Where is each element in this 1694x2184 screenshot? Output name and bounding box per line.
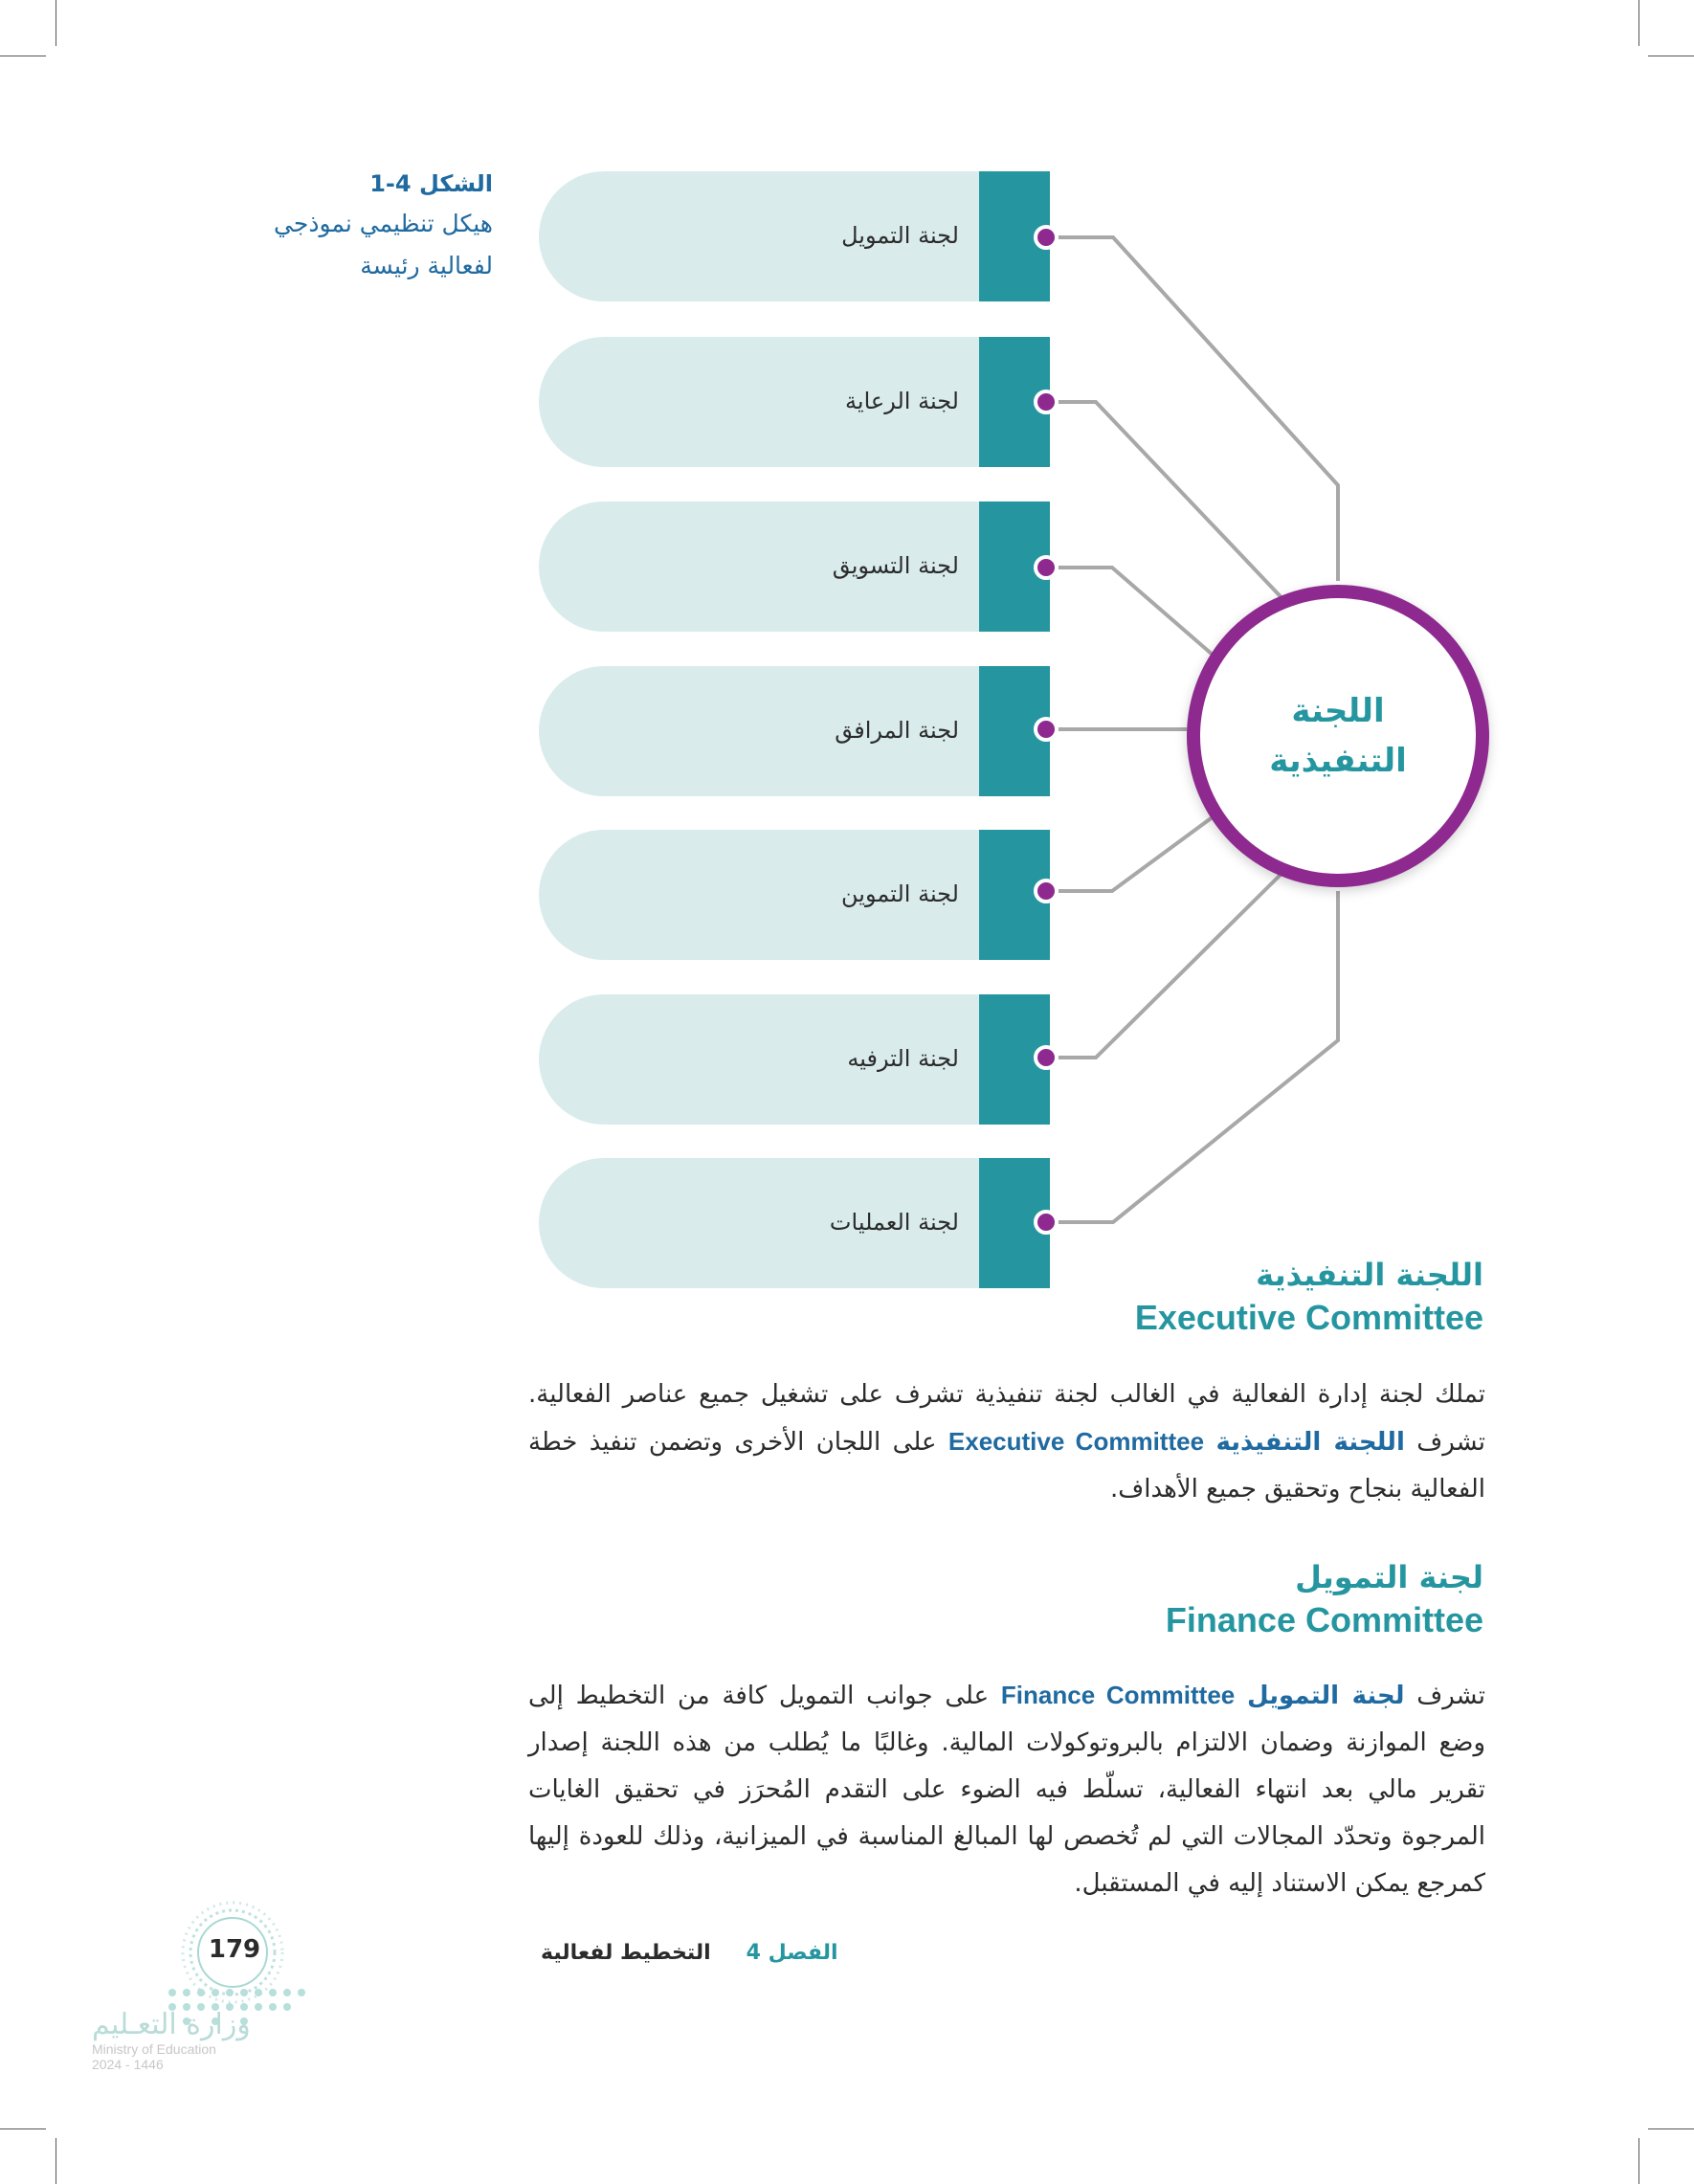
figure-caption-line: هيكل تنظيمي نموذجي <box>274 210 493 237</box>
hub-label-line: التنفيذية <box>1269 742 1407 780</box>
heading-english: Executive Committee <box>1134 1298 1483 1337</box>
connector-dot <box>1034 879 1059 903</box>
connector-dot <box>1034 225 1059 250</box>
committee-label-entertainment: لجنة الترفيه <box>847 1045 959 1072</box>
chapter-title: التخطيط لفعالية <box>541 1941 711 1965</box>
section-heading-executive <box>1135 1254 1483 1340</box>
chapter-number: الفصل 4 <box>746 1941 838 1965</box>
committee-label-catering: لجنة التموين <box>841 880 959 907</box>
term-english: Finance Committee <box>1000 1681 1236 1709</box>
crop-mark <box>1638 2138 1639 2184</box>
committee-label-operations: لجنة العمليات <box>829 1209 959 1236</box>
heading-arabic: اللجنة التنفيذية <box>1256 1257 1483 1293</box>
hub-label-line: اللجنة <box>1291 692 1385 730</box>
paragraph-text: على جوانب التمويل كافة من التخطيط إلى وضع الموازنة وضمان الالتزام بالبروتوكولات المالية. وغالبًا ما يُطلب من هذه اللجنة إصدار تقرير مالي بعد انتهاء الفعالية، تسلّط فيه الضوء على التقدم المُحرَز في تحقيق الغايات المرجوة وتحدّد المجالات التي لم تُخصص لها المبالغ المناسبة في الميزانية، وذلك للعودة إليها كمرجع يمكن الاستناد إليه في المستقبل. <box>528 1682 1485 1898</box>
crop-mark <box>0 2128 46 2129</box>
figure-number: الشكل 4-1 <box>369 170 493 197</box>
term-arabic: لجنة التمويل <box>1247 1682 1405 1710</box>
chapter-footer <box>541 1941 838 1965</box>
executive-committee-hub <box>1187 585 1489 887</box>
paragraph-text: على اللجان الأخرى وتضمن تنفيذ خطة الفعالية بنجاح وتحقيق جميع الأهداف. <box>528 1428 1485 1504</box>
term-english: Executive Committee <box>947 1427 1205 1456</box>
heading-english: Finance Committee <box>1165 1600 1483 1639</box>
ministry-name-arabic: وزارة التعـليم <box>92 2008 251 2041</box>
figure-caption-line: لفعالية رئيسة <box>360 252 493 279</box>
committee-label-facilities: لجنة المرافق <box>835 717 959 744</box>
hub-label <box>1269 686 1407 786</box>
paragraph-finance <box>528 1672 1485 1907</box>
committee-label-finance: لجنة التمويل <box>841 222 959 249</box>
connector-dot <box>1034 717 1059 742</box>
paragraph-text: تملك لجنة إدارة الفعالية في الغالب لجنة تنفيذية تشرف على تشغيل جميع عناصر الفعالية. تشرف <box>528 1380 1486 1457</box>
committee-label-marketing: لجنة التسويق <box>832 552 959 579</box>
paragraph-executive <box>528 1371 1485 1513</box>
ministry-name-english: Ministry of Education <box>92 2041 216 2057</box>
ministry-logo <box>92 2008 341 2113</box>
connector-dot <box>1034 1210 1059 1235</box>
committee-label-sponsorship: لجنة الرعاية <box>845 388 959 414</box>
connector-dot <box>1034 555 1059 580</box>
edition-year: 2024 - 1446 <box>92 2057 164 2072</box>
heading-arabic: لجنة التمويل <box>1295 1559 1483 1595</box>
section-heading-finance <box>1166 1556 1483 1642</box>
page-number: 179 <box>208 1935 261 1964</box>
hub-inner <box>1200 598 1476 874</box>
connector-dot <box>1034 390 1059 414</box>
connector-dot <box>1034 1045 1059 1070</box>
paragraph-text: تشرف <box>1404 1682 1485 1710</box>
crop-mark <box>1648 2128 1694 2129</box>
term-arabic: اللجنة التنفيذية <box>1215 1428 1405 1457</box>
